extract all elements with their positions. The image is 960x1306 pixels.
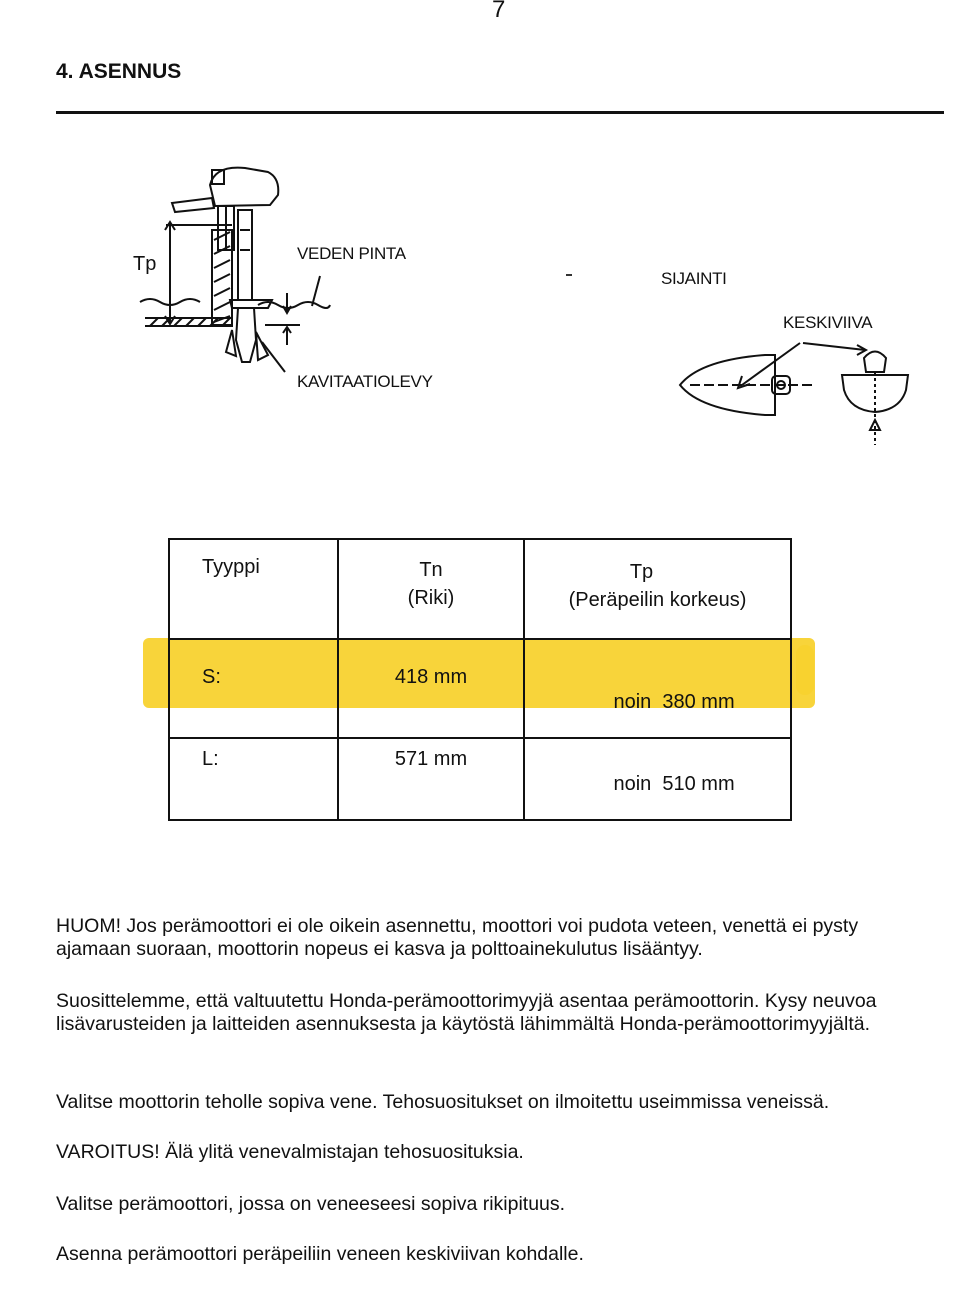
table-row [169,738,791,820]
boat-centerline-illustration [680,343,908,445]
header-tp-line2: (Peräpeilin korkeus) [568,589,747,611]
page-number: 7 [492,0,506,23]
header-type-text: Tyyppi [202,556,260,578]
warning-paragraph: VAROITUS! Älä ylitä venevalmistajan tehosuosituksia. [56,1141,524,1163]
centerline-label: KESKIVIIVA [783,313,873,332]
row-s-tp [524,639,791,738]
cavitation-plate-label: KAVITAATIOLEVY [297,372,433,391]
recommendation-paragraph: Suosittelemme, että valtuutettu Honda-perämoottorimyyjä asentaa perämoottorin. Kysy neuvoa lisävarusteiden ja laitteiden asennuksesta ja käytöstä lähimmältä Honda-perämoottorimyyjältä. [56,990,877,1035]
row-s-tn-text: 418 mm [394,666,468,688]
row-l-tp [524,738,791,820]
water-surface-label: VEDEN PINTA [297,244,406,263]
table-row [169,639,791,738]
note-paragraph: HUOM! Jos perämoottori ei ole oikein asennettu, moottori voi pudota veteen, venettä ei pysty ajamaan suoraan, moottorin nopeus ei kasva ja polttoainekulutus lisääntyy. [56,915,859,960]
section-title: 4. ASENNUS [56,60,182,83]
row-l-type [169,738,338,820]
row-l-tn [338,738,524,820]
install-paragraph: Asenna perämoottori peräpeiliin veneen keskiviivan kohdalle. [56,1243,584,1265]
row-s-tp-text: noin 380 mm [613,691,735,713]
header-tn-line1: Tn [419,559,443,581]
row-s-type [169,639,338,738]
header-tp [524,539,791,639]
row-highlight-edge [796,645,814,695]
header-tp-line1: Tp [629,561,654,583]
row-l-tn-text: 571 mm [394,748,468,770]
row-l-type-text: L: [202,748,219,770]
tp-dimension-label: Tp [133,253,157,275]
outboard-motor-illustration [140,168,330,372]
choose-motor-paragraph: Valitse perämoottori, jossa on veneeseesi sopiva rikipituus. [56,1193,566,1215]
header-tn-line2: (Riki) [407,587,455,609]
header-tn [338,539,524,639]
row-s-type-text: S: [202,666,221,688]
row-s-tn [338,639,524,738]
choose-boat-paragraph: Valitse moottorin teholle sopiva vene. Tehosuositukset on ilmoitettu useimmissa veneissä. [56,1091,830,1113]
spec-table [168,538,790,795]
location-label: SIJAINTI [661,269,727,288]
header-type [169,539,338,639]
row-l-tp-text: noin 510 mm [613,773,735,795]
installation-figures [0,0,960,460]
